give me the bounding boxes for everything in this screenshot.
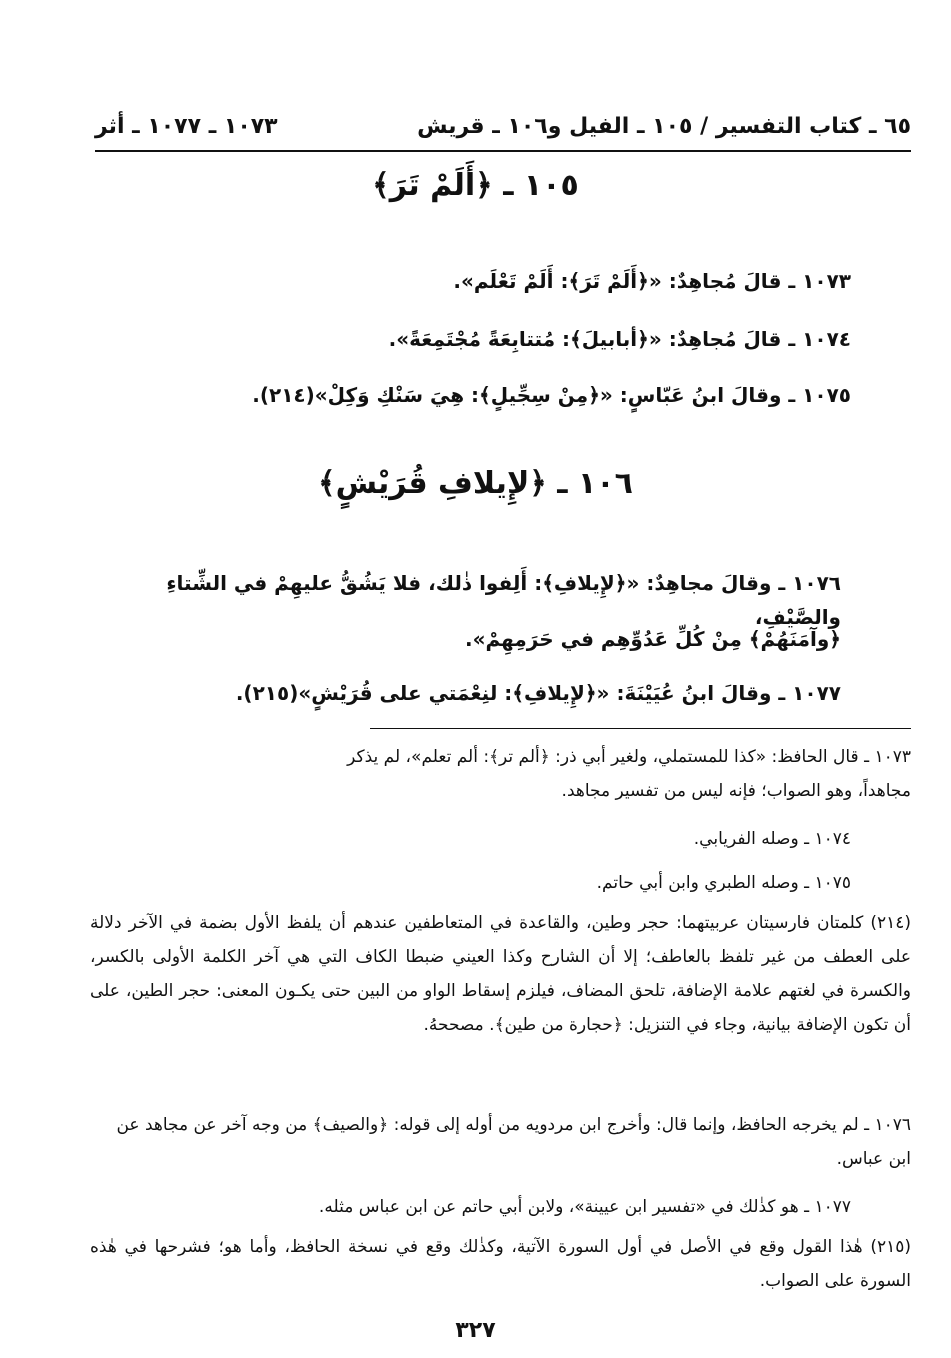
entry-1075: ١٠٧٥ ـ وقالَ ابنُ عَبّاسٍ: «﴿مِنْ سِجِّيلٍ﴾: هِيَ سَنْكِ وَكِلْ»(٢١٤). <box>252 383 851 407</box>
page-number: ٣٢٧ <box>455 1318 496 1343</box>
surah-heading-105: ١٠٥ ـ ﴿أَلَمْ تَرَ﴾ <box>372 168 579 203</box>
note-1073-line-2: مجاهداً، وهو الصواب؛ فإنه ليس من تفسير مجاهد. <box>561 781 911 801</box>
header-hadith-range: ١٠٧٣ ـ ١٠٧٧ ـ أثر <box>95 114 278 139</box>
entry-1073: ١٠٧٣ ـ قالَ مُجاهِدٌ: «﴿أَلَمْ تَرَ﴾: أَلَمْ تَعْلَم». <box>453 269 851 293</box>
running-header <box>95 108 911 148</box>
entry-1076-line-1: ١٠٧٦ ـ وقالَ مجاهِدٌ: «﴿لإِيلافِ﴾: أَلِفوا ذٰلك، فلا يَشُقُّ عليهِمْ في الشِّتاءِ والصَّيْفِ، <box>166 571 841 629</box>
note-1075: ١٠٧٥ ـ وصله الطبري وابن أبي حاتم. <box>596 873 851 893</box>
note-1073-line-1: ١٠٧٣ ـ قال الحافظ: «كذا للمستملي، ولغير أبي ذر: ﴿ألم تر﴾: ألم تعلم»، لم يذكر <box>347 747 911 767</box>
note-1074: ١٠٧٤ ـ وصله الفريابي. <box>693 829 851 849</box>
note-1076: ١٠٧٦ ـ لم يخرجه الحافظ، وإنما قال: وأخرج ابن مردويه من أوله إلى قوله: ﴿والصيف﴾ من وجه آخر عن مجاهد عن ابن عباس. <box>116 1115 911 1169</box>
header-divider <box>95 150 911 152</box>
footnote-divider <box>370 728 911 729</box>
footnote-214: (٢١٤) كلمتان فارسيتان عربيتهما: حجر وطين، والقاعدة في المتعاطفين عندهم أن يلفظ الأول بضمة في الآخر دلالة على العطف من غير تلفظ بالعاطف؛ إلا أن الشارح وكذا العيني ضبطا الكاف التي هي آخر الكلمة الأولى بالكسر، والكسرة في لغتهم علامة الإضافة، تلحق المضاف، فيلزم إسقاط الواو من البين حتى يكـون المعنى: حجر الطين، على أن تكون الإضافة بيانية، وجاء في التنزيل: ﴿حجارة من طين﴾. مصححهُ. <box>90 913 911 1035</box>
entry-1077: ١٠٧٧ ـ وقالَ ابنُ عُيَيْنَةَ: «﴿لإِيلافِ﴾: لنِعْمَتي على قُرَيْشٍ»(٢١٥). <box>235 681 841 705</box>
header-chapter-title: ٦٥ ـ كتاب التفسير / ١٠٥ ـ الفيل و١٠٦ ـ قريش <box>417 114 911 139</box>
surah-heading-106: ١٠٦ ـ ﴿لإِيلافِ قُرَيْشٍ﴾ <box>318 466 633 501</box>
entry-1076-line-2: ﴿وآمَنَهُمْ﴾ مِنْ كُلِّ عَدُوِّهِم في حَرَمِهِمْ». <box>464 627 841 651</box>
footnote-215: (٢١٥) هٰذا القول وقع في الأصل في أول السورة الآتية، وكذٰلك وقع في نسخة الحافظ، وأما هو؛ فشرحها في هٰذه السورة على الصواب. <box>90 1237 911 1291</box>
note-1077: ١٠٧٧ ـ هو كذٰلك في «تفسير ابن عيينة»، ولابن أبي حاتم عن ابن عباس مثله. <box>318 1197 851 1217</box>
entry-1074: ١٠٧٤ ـ قالَ مُجاهِدٌ: «﴿أبابيلَ﴾: مُتتابِعَةً مُجْتَمِعَةً». <box>388 327 851 351</box>
